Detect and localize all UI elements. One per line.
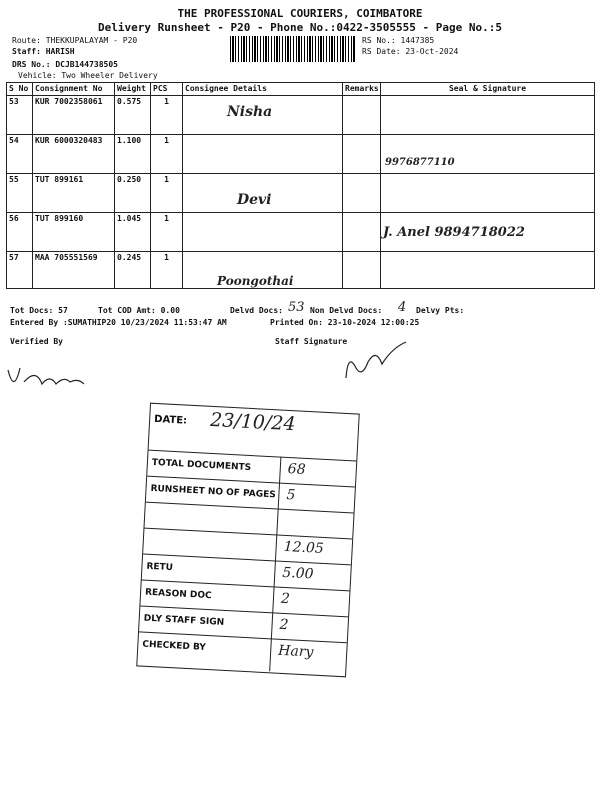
- verified-by-label: Verified By: [10, 337, 63, 346]
- delivered-docs-value: 53: [288, 300, 305, 315]
- barcode: [230, 36, 355, 62]
- stamp-row-value: Hary: [277, 642, 314, 661]
- remarks-cell: [343, 174, 381, 213]
- table-row: [7, 96, 595, 135]
- column-header: Weight: [115, 83, 151, 96]
- column-header: Remarks: [343, 83, 381, 96]
- weight: 1.045: [115, 213, 151, 252]
- serial-number: 56: [7, 213, 33, 252]
- seal-signature-cell: [381, 96, 595, 135]
- staff-label: Staff: HARISH: [12, 47, 75, 56]
- consignee-signature: [183, 213, 343, 252]
- drs-number: DRS No.: DCJB144738505: [12, 60, 118, 69]
- pieces: 1: [151, 135, 183, 174]
- entered-by: Entered By :SUMATHIP20 10/23/2024 11:53:47 AM: [10, 318, 227, 327]
- rs-number: RS No.: 1447385: [362, 36, 435, 45]
- non-delivered-docs-value: 4: [398, 300, 407, 315]
- stamp-row-value: 68: [287, 460, 306, 478]
- column-header: Consignment No: [33, 83, 115, 96]
- consignee-signature: Nisha: [183, 96, 343, 135]
- delivered-docs-label: Delvd Docs:: [230, 306, 283, 315]
- stamp-row-label: RETU: [146, 561, 174, 574]
- delivery-points-label: Delvy Pts:: [416, 306, 465, 315]
- stamp-row-value: 12.05: [283, 538, 325, 557]
- pieces: 1: [151, 252, 183, 289]
- staff-signature-image: [340, 338, 410, 386]
- rs-date: RS Date: 23-Oct-2024: [362, 47, 459, 56]
- pieces: 1: [151, 96, 183, 135]
- consignee-signature: Devi: [183, 174, 343, 213]
- remarks-cell: [343, 135, 381, 174]
- printed-on: Printed On: 23-10-2024 12:00:25: [270, 318, 420, 327]
- remarks-cell: [343, 252, 381, 289]
- runsheet-subtitle: Delivery Runsheet - P20 - Phone No.:0422-3505555 - Page No.:5: [98, 21, 502, 34]
- vehicle-label: Vehicle: Two Wheeler Delivery: [18, 71, 158, 80]
- table-row: [7, 252, 595, 289]
- stamp-row-label: REASON DOC: [144, 587, 212, 602]
- column-header: Consignee Details: [183, 83, 343, 96]
- stamp-row-value: 5: [285, 486, 296, 504]
- stamp-row-label: CHECKED BY: [142, 639, 207, 653]
- column-header: PCS: [151, 83, 183, 96]
- consignee-signature: [183, 135, 343, 174]
- table-header-row: [7, 83, 595, 96]
- stamp-row-label: DLY STAFF SIGN: [143, 613, 225, 628]
- total-cod-amount: Tot COD Amt: 0.00: [98, 306, 180, 315]
- seal-signature-cell: 9976877110: [381, 135, 595, 174]
- table-row: [7, 174, 595, 213]
- consignment-number: TUT 899160: [33, 213, 115, 252]
- consignment-number: MAA 705551569: [33, 252, 115, 289]
- total-docs: Tot Docs: 57: [10, 306, 68, 315]
- verifier-signature-image: [6, 360, 86, 396]
- stamp-date-label: DATE:: [153, 413, 188, 427]
- serial-number: 53: [7, 96, 33, 135]
- weight: 0.250: [115, 174, 151, 213]
- stamp-row-value: 5.00: [281, 564, 314, 583]
- stamp-row-label: RUNSHEET NO OF PAGES: [150, 483, 276, 501]
- seal-signature-cell: [381, 174, 595, 213]
- serial-number: 57: [7, 252, 33, 289]
- staff-signature-label: Staff Signature: [275, 337, 348, 346]
- weight: 1.100: [115, 135, 151, 174]
- runsheet-table: [6, 82, 595, 289]
- consignment-number: KUR 6000320483: [33, 135, 115, 174]
- remarks-cell: [343, 96, 381, 135]
- delivery-stamp: [136, 403, 360, 678]
- remarks-cell: [343, 213, 381, 252]
- weight: 0.575: [115, 96, 151, 135]
- pieces: 1: [151, 213, 183, 252]
- non-delivered-docs-label: Non Delvd Docs:: [310, 306, 383, 315]
- consignee-signature: Poongothai: [183, 252, 343, 289]
- stamp-date-value: 23/10/24: [209, 408, 297, 436]
- seal-signature-cell: J. Anel 9894718022: [381, 213, 595, 252]
- consignment-number: KUR 7002358061: [33, 96, 115, 135]
- table-row: [7, 135, 595, 174]
- table-row: [7, 213, 595, 252]
- route-label: Route: THEKKUPALAYAM - P20: [12, 36, 138, 45]
- stamp-row-label: TOTAL DOCUMENTS: [151, 457, 252, 474]
- weight: 0.245: [115, 252, 151, 289]
- consignment-number: TUT 899161: [33, 174, 115, 213]
- company-title: THE PROFESSIONAL COURIERS, COIMBATORE: [177, 7, 423, 20]
- stamp-row-value: 2: [279, 616, 289, 634]
- pieces: 1: [151, 174, 183, 213]
- serial-number: 55: [7, 174, 33, 213]
- stamp-row-value: 2: [280, 590, 291, 608]
- column-header: Seal & Signature: [381, 83, 595, 96]
- column-header: S No: [7, 83, 33, 96]
- seal-signature-cell: [381, 252, 595, 289]
- serial-number: 54: [7, 135, 33, 174]
